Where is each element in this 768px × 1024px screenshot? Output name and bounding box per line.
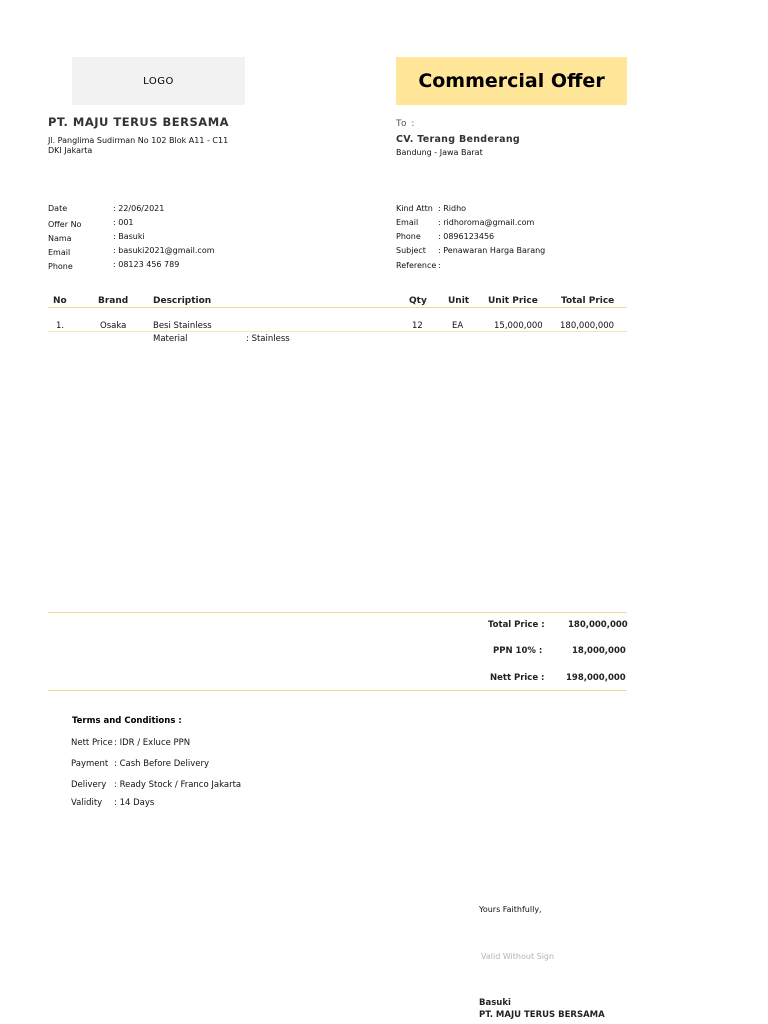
- sender-detail-label: Email: [48, 248, 71, 257]
- recipient-detail-value: : Ridho: [438, 204, 467, 213]
- term-value: : IDR / Exluce PPN: [114, 738, 191, 748]
- row-divider: [48, 331, 627, 332]
- sender-company: PT. MAJU TERUS BERSAMA: [48, 115, 230, 129]
- sender-address-line2: DKI Jakarta: [48, 146, 93, 155]
- signature-note: Valid Without Sign: [481, 952, 555, 961]
- term-label: Validity: [71, 798, 103, 808]
- col-header-unit-price: Unit Price: [488, 296, 538, 306]
- cell-unit: EA: [452, 321, 464, 331]
- cell-unit-price: 15,000,000: [494, 321, 543, 331]
- logo-text: LOGO: [143, 75, 174, 87]
- recipient-detail-label: Email: [396, 218, 419, 227]
- total-price-value: 180,000,000: [568, 620, 628, 630]
- summary-top-divider: [48, 612, 627, 613]
- col-header-unit: Unit: [448, 296, 470, 306]
- recipient-detail-value: : ridhoroma@gmail.com: [438, 218, 535, 227]
- cell-total-price: 180,000,000: [560, 321, 615, 331]
- total-price-label: Total Price :: [488, 620, 545, 630]
- recipient-address: Bandung - Jawa Barat: [396, 148, 483, 157]
- ppn-label: PPN 10% :: [493, 646, 543, 656]
- cell-spec-label: Material: [153, 334, 188, 344]
- sender-detail-label: Phone: [48, 262, 73, 271]
- sender-detail-label: Offer No: [48, 220, 82, 229]
- recipient-detail-label: Subject: [396, 246, 426, 255]
- recipient-detail-value: : Penawaran Harga Barang: [438, 246, 546, 255]
- terms-title: Terms and Conditions :: [72, 716, 182, 726]
- sender-detail-label: Date: [48, 204, 68, 213]
- recipient-detail-value: : 0896123456: [438, 232, 495, 241]
- recipient-detail-label: Reference: [396, 261, 437, 270]
- cell-description: Besi Stainless: [153, 321, 212, 331]
- sender-detail-value: : Basuki: [113, 232, 145, 241]
- signatory-name: Basuki: [479, 998, 511, 1008]
- summary-bottom-divider: [48, 690, 627, 691]
- col-header-qty: Qty: [409, 296, 427, 306]
- sender-address-line1: Jl. Panglima Sudirman No 102 Blok A11 - C11: [48, 136, 229, 145]
- cell-spec-value: : Stainless: [246, 334, 290, 344]
- document-title: Commercial Offer: [418, 70, 605, 92]
- term-label: Nett Price: [71, 738, 113, 748]
- recipient-detail-label: Phone: [396, 232, 421, 241]
- col-header-description: Description: [153, 296, 212, 306]
- cell-no: 1.: [56, 321, 65, 331]
- term-value: : Cash Before Delivery: [114, 759, 210, 769]
- col-header-total-price: Total Price: [561, 296, 615, 306]
- signature-closing: Yours Faithfully,: [479, 905, 542, 914]
- nett-price-label: Nett Price :: [490, 673, 545, 683]
- term-label: Delivery: [71, 780, 107, 790]
- col-header-brand: Brand: [98, 296, 129, 306]
- recipient-detail-label: Kind Attn: [396, 204, 433, 213]
- recipient-to-label: To :: [396, 119, 416, 129]
- recipient-company: CV. Terang Benderang: [396, 134, 520, 145]
- document-title-banner: [396, 57, 627, 105]
- signatory-company: PT. MAJU TERUS BERSAMA: [479, 1010, 605, 1020]
- col-header-no: No: [53, 296, 67, 306]
- header-divider: [48, 307, 627, 308]
- company-logo: [72, 57, 245, 105]
- sender-detail-value: : 08123 456 789: [113, 260, 180, 269]
- sender-detail-value: : 001: [113, 218, 134, 227]
- sender-detail-value: : basuki2021@gmail.com: [113, 246, 215, 255]
- term-value: : 14 Days: [114, 798, 155, 808]
- sender-detail-label: Nama: [48, 234, 72, 243]
- term-value: : Ready Stock / Franco Jakarta: [114, 780, 242, 790]
- ppn-value: 18,000,000: [572, 646, 626, 656]
- term-label: Payment: [71, 759, 109, 769]
- cell-qty: 12: [412, 321, 423, 331]
- recipient-detail-value: :: [438, 261, 441, 270]
- nett-price-value: 198,000,000: [566, 673, 626, 683]
- cell-brand: Osaka: [100, 321, 127, 331]
- sender-detail-value: : 22/06/2021: [113, 204, 165, 213]
